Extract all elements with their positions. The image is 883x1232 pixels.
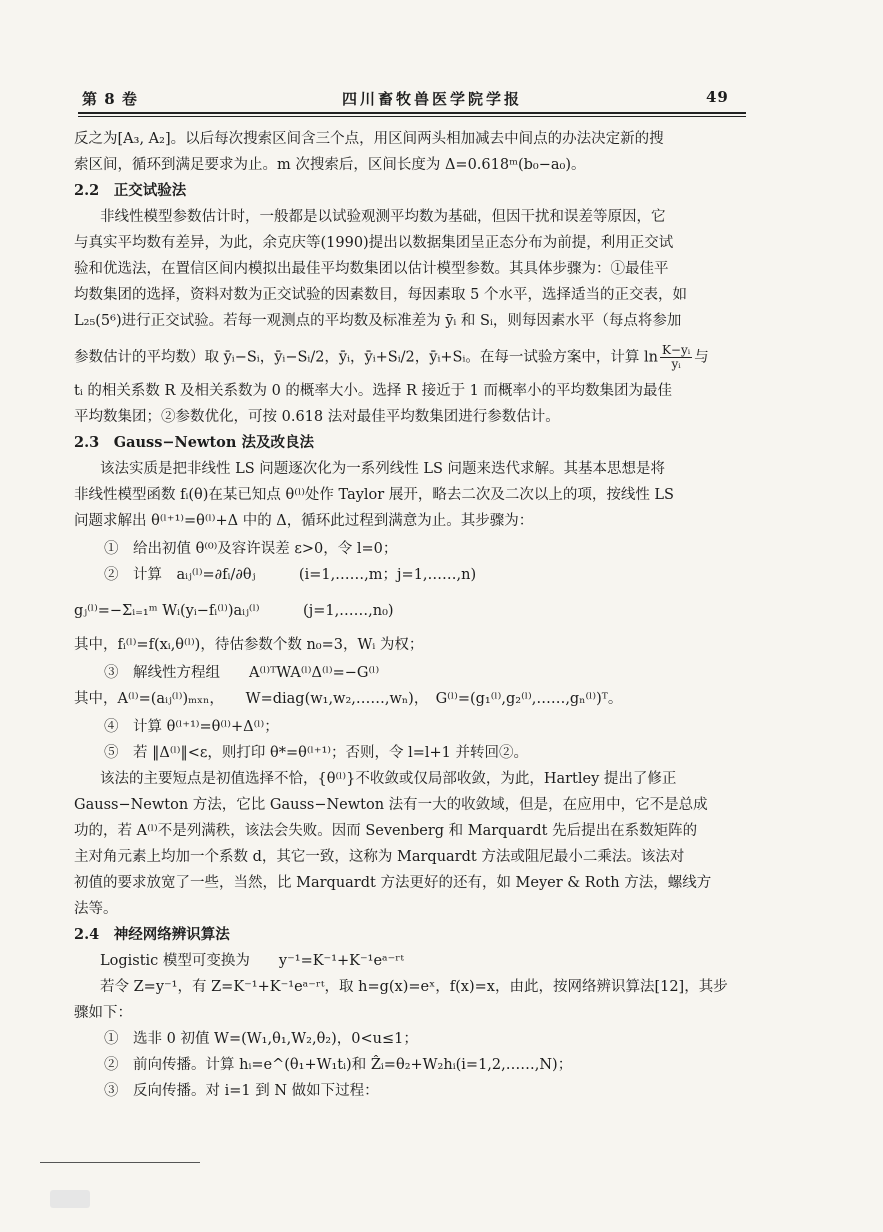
step-item: ① 选非 0 初值 W=(W₁,θ₁,W₂,θ₂)，0<u≤1； bbox=[104, 1031, 418, 1047]
text-line: Logistic 模型可变换为 y⁻¹=K⁻¹+K⁻¹eᵃ⁻ʳᵗ bbox=[100, 953, 404, 969]
watermark-logo bbox=[50, 1190, 90, 1208]
text-line: 其中，A⁽ˡ⁾=(aᵢⱼ⁽ˡ⁾)ₘₓₙ， W=diag(w₁,w₂,……,wₙ)， G⁽ˡ⁾=(g₁⁽ˡ⁾,g₂⁽ˡ⁾,……,gₙ⁽ˡ⁾)ᵀ。 bbox=[74, 691, 623, 707]
text-line: 初值的要求放宽了一些，当然，比 Marquardt 方法更好的还有，如 Meyer & Roth 方法，螺线方 bbox=[74, 875, 712, 891]
step-item: ② 前向传播。计算 hᵢ=e^(θ₁+W₁tᵢ)和 Ẑᵢ=θ₂+W₂hᵢ(i=1,2,……,N)； bbox=[104, 1057, 573, 1073]
text-line: 验和优选法，在置信区间内模拟出最佳平均数集团以估计模型参数。其具体步骤为：①最佳平 bbox=[74, 261, 669, 277]
section-heading: 2.3 Gauss−Newton 法及改良法 bbox=[74, 434, 314, 451]
text-line: 其中，fᵢ⁽ˡ⁾=f(xᵢ,θ⁽ˡ⁾)，待估参数个数 n₀=3，Wᵢ 为权； bbox=[74, 637, 424, 653]
step-item: ③ 反向传播。对 i=1 到 N 做如下过程： bbox=[104, 1083, 379, 1099]
text-line: L₂₅(5⁶)进行正交试验。若每一观测点的平均数及标准差为 ȳᵢ 和 Sᵢ，则每因素水平（每点将参加 bbox=[74, 313, 682, 329]
text-line: 该法实质是把非线性 LS 问题逐次化为一系列线性 LS 问题来迭代求解。其基本思想是将 bbox=[100, 461, 666, 477]
footer-rule bbox=[40, 1162, 200, 1163]
fraction bbox=[660, 344, 692, 371]
text-line: Gauss−Newton 方法，它比 Gauss−Newton 法有一大的收敛域，但是，在应用中，它不是总成 bbox=[74, 797, 708, 813]
fraction-suffix: 与 bbox=[694, 349, 709, 366]
text-line: 与真实平均数有差异，为此，余克庆等(1990)提出以数据集团呈正态分布为前提，利用正交试 bbox=[74, 235, 674, 251]
text-line: 平均数集团；②参数优化，可按 0.618 法对最佳平均数集团进行参数估计。 bbox=[74, 409, 560, 425]
section-heading: 2.2 正交试验法 bbox=[74, 182, 187, 199]
text-line: 功的，若 A⁽ˡ⁾不是列满秩，该法会失败。因而 Sevenberg 和 Marquardt 先后提出在系数矩阵的 bbox=[74, 823, 698, 839]
text-line: 若令 Z=y⁻¹，有 Z=K⁻¹+K⁻¹eᵃ⁻ʳᵗ，取 h=g(x)=eˣ，f(x)=x，由此，按网络辨识算法[12]，其步 bbox=[100, 979, 728, 995]
text-line: 非线性模型参数估计时，一般都是以试验观测平均数为基础，但因干扰和误差等原因，它 bbox=[100, 209, 666, 225]
step-item: ③ 解线性方程组 A⁽ˡ⁾ᵀWA⁽ˡ⁾Δ⁽ˡ⁾=−G⁽ˡ⁾ bbox=[104, 665, 380, 681]
header-rule-thin bbox=[78, 116, 746, 117]
text-line: tᵢ 的相关系数 R 及相关系数为 0 的概率大小。选择 R 接近于 1 而概率小的平均数集团为最佳 bbox=[74, 383, 673, 399]
text-line: 该法的主要短点是初值选择不恰，{θ⁽ˡ⁾}不收敛或仅局部收敛，为此，Hartley 提出了修正 bbox=[100, 771, 677, 787]
step-item: ② 计算 aᵢⱼ⁽ˡ⁾=∂fᵢ/∂θⱼ (i=1,……,m；j=1,……,n) bbox=[104, 567, 477, 583]
step-item: ④ 计算 θ⁽ˡ⁺¹⁾=θ⁽ˡ⁾+Δ⁽ˡ⁾； bbox=[104, 719, 279, 735]
text-line: 非线性模型函数 fᵢ(θ)在某已知点 θ⁽ˡ⁾处作 Taylor 展开，略去二次及二次以上的项，按线性 LS bbox=[74, 487, 674, 503]
text-line: 索区间，循环到满足要求为止。m 次搜索后，区间长度为 Δ=0.618ᵐ(b₀−a₀)。 bbox=[74, 157, 586, 173]
text-line: 均数集团的选择，资料对数为正交试验的因素数目，每因素取 5 个水平，选择适当的正交表，如 bbox=[74, 287, 687, 303]
formula-line: gⱼ⁽ˡ⁾=−Σᵢ₌₁ᵐ Wᵢ(yᵢ−fᵢ⁽ˡ⁾)aᵢⱼ⁽ˡ⁾ (j=1,……,n₀) bbox=[74, 603, 394, 619]
section-heading: 2.4 神经网络辨识算法 bbox=[74, 926, 230, 943]
step-item: ① 给出初值 θ⁽⁰⁾及容许误差 ε>0，令 l=0； bbox=[104, 541, 398, 557]
text-line: 参数估计的平均数）取 ȳᵢ−Sᵢ，ȳᵢ−Sᵢ/2，ȳᵢ，ȳᵢ+Sᵢ/2，ȳᵢ+Sᵢ。在每一试验方案中，计算 ln bbox=[74, 349, 658, 366]
text-line: 法等。 bbox=[74, 901, 118, 917]
volume-label: 第 8 卷 bbox=[82, 90, 138, 108]
text-line-with-fraction bbox=[74, 344, 744, 371]
fraction-numerator: K−yᵢ bbox=[661, 343, 691, 357]
text-line: 问题求解出 θ⁽ˡ⁺¹⁾=θ⁽ˡ⁾+Δ 中的 Δ，循环此过程到满意为止。其步骤为： bbox=[74, 513, 534, 529]
fraction-denominator: yᵢ bbox=[671, 357, 681, 371]
text-line: 反之为[A₃, A₂]。以后每次搜索区间含三个点，用区间两头相加减去中间点的办法决定新的搜 bbox=[74, 131, 664, 147]
header-rule bbox=[78, 112, 746, 114]
step-item: ⑤ 若 ‖Δ⁽ˡ⁾‖<ε，则打印 θ*=θ⁽ˡ⁺¹⁾；否则，令 l=l+1 并转回②。 bbox=[104, 745, 528, 761]
journal-title: 四川畜牧兽医学院学报 bbox=[342, 90, 523, 108]
text-line: 主对角元素上均加一个系数 d，其它一致，这称为 Marquardt 方法或阻尼最小二乘法。该法对 bbox=[74, 849, 685, 865]
text-line: 骤如下： bbox=[74, 1005, 132, 1021]
page-number: 49 bbox=[706, 88, 729, 106]
